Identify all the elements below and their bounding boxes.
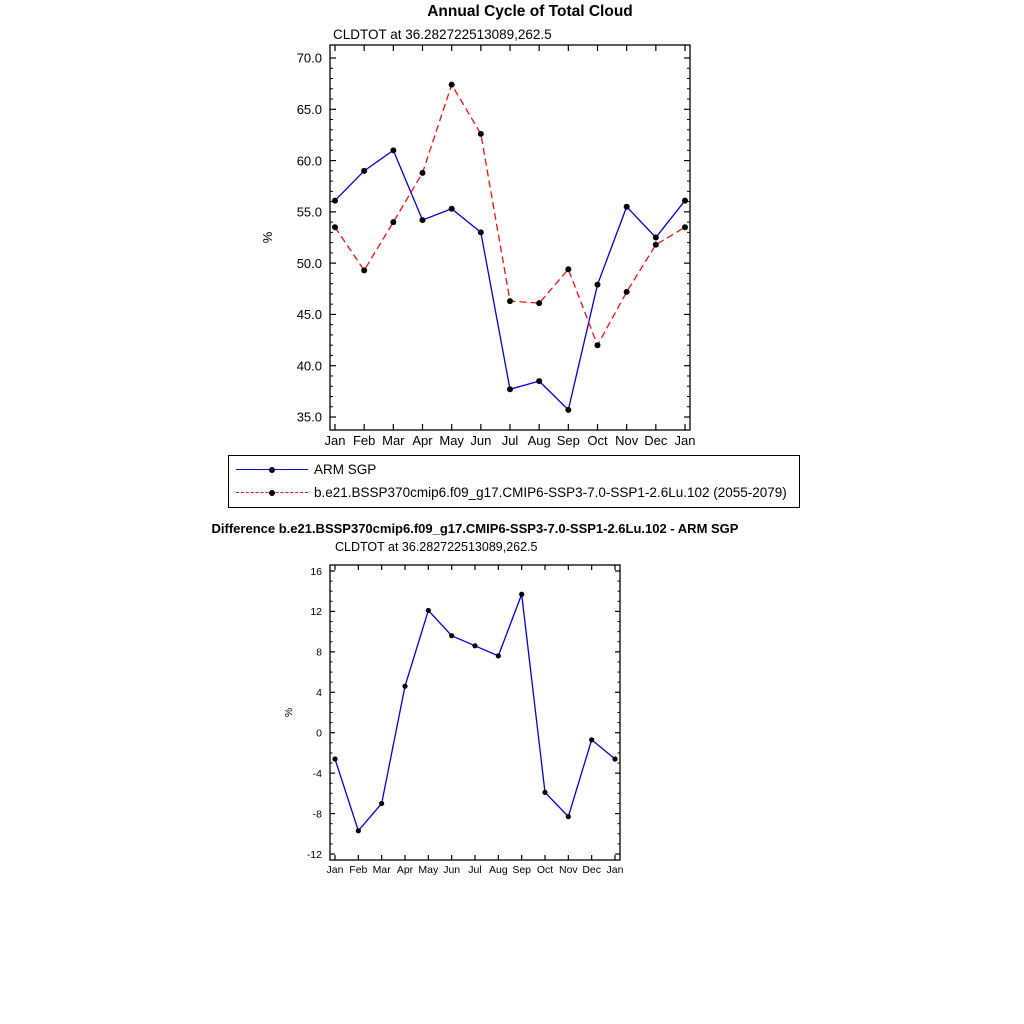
svg-text:65.0: 65.0 [296,101,322,117]
svg-text:Jun: Jun [470,433,492,448]
top-chart-title: Annual Cycle of Total Cloud [427,3,633,20]
svg-text:Nov: Nov [558,864,578,876]
svg-text:Nov: Nov [615,433,639,448]
svg-text:-8: -8 [312,808,322,821]
svg-text:16: 16 [310,565,322,578]
svg-text:Aug: Aug [527,433,551,448]
svg-text:4: 4 [316,687,322,700]
svg-text:Mar: Mar [382,433,405,448]
svg-text:Feb: Feb [349,864,368,876]
svg-text:May: May [418,864,439,876]
annual-cycle-plot [250,40,730,460]
svg-text:May: May [439,433,464,448]
svg-text:40.0: 40.0 [296,358,322,374]
svg-text:Jul: Jul [468,864,482,876]
svg-text:70.0: 70.0 [296,50,322,66]
legend-box [228,455,800,508]
difference-plot [250,558,670,888]
svg-text:Jan: Jan [674,433,696,448]
top-chart-subtitle: CLDTOT at 36.282722513089,262.5 [333,27,552,42]
svg-text:Jan: Jan [324,433,346,448]
svg-text:Oct: Oct [536,864,554,876]
marker-dot-icon [269,490,275,496]
svg-text:-4: -4 [312,767,322,780]
legend-label-model: b.e21.BSSP370cmip6.f09_g17.CMIP6-SSP3-7.0-SSP1-2.6Lu.102 (2055-2079) [314,485,787,500]
legend-entry-arm-sgp [236,458,795,481]
marker-dot-icon [269,467,275,473]
svg-text:Apr: Apr [396,864,414,876]
svg-text:Feb: Feb [352,433,376,448]
dashed-line-swatch-icon [236,492,308,493]
svg-text:Aug: Aug [488,864,508,876]
svg-text:12: 12 [310,606,322,619]
bottom-chart-title: Difference b.e21.BSSP370cmip6.f09_g17.CMIP6-SSP3-7.0-SSP1-2.6Lu.102 - ARM SGP [211,521,739,536]
svg-text:Oct: Oct [587,433,608,448]
svg-text:Jan: Jan [606,864,624,876]
svg-text:%: % [260,231,275,244]
svg-text:55.0: 55.0 [296,204,322,220]
legend-label-arm-sgp: ARM SGP [314,462,377,477]
svg-text:Sep: Sep [556,433,580,448]
svg-text:-12: -12 [306,848,322,861]
svg-text:Dec: Dec [582,864,602,876]
svg-text:45.0: 45.0 [296,307,322,323]
svg-text:Jan: Jan [326,864,344,876]
legend-entry-model [236,481,795,504]
svg-text:Mar: Mar [372,864,391,876]
svg-text:50.0: 50.0 [296,255,322,271]
svg-text:8: 8 [316,646,322,659]
svg-text:%: % [283,707,295,718]
svg-text:60.0: 60.0 [296,153,322,169]
svg-text:0: 0 [316,727,322,740]
svg-text:Jun: Jun [443,864,461,876]
svg-text:Sep: Sep [512,864,532,876]
svg-text:Dec: Dec [644,433,668,448]
svg-text:35.0: 35.0 [296,409,322,425]
bottom-chart-subtitle: CLDTOT at 36.282722513089,262.5 [335,540,538,554]
svg-text:Jul: Jul [501,433,519,448]
svg-text:Apr: Apr [412,433,433,448]
solid-line-swatch-icon [236,469,308,470]
